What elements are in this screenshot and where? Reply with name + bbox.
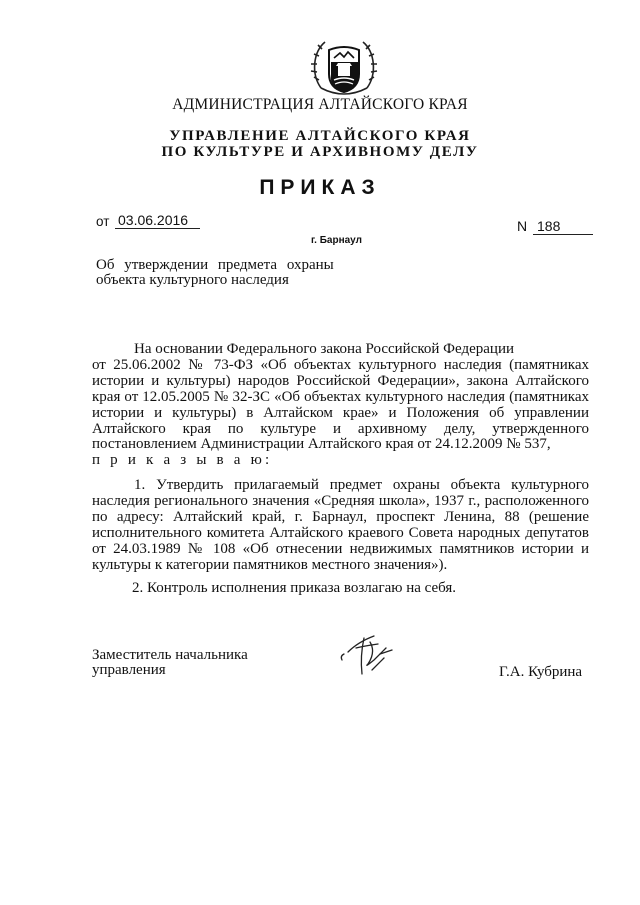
handwritten-signature bbox=[334, 630, 406, 678]
date-prefix: от bbox=[96, 214, 110, 229]
signer-position bbox=[92, 648, 248, 678]
subject-line1: Об утверждении предмета охраны bbox=[96, 257, 334, 273]
administration-title: АДМИНИСТРАЦИЯ АЛТАЙСКОГО КРАЯ bbox=[172, 96, 468, 113]
signer-position-line2: управления bbox=[92, 662, 166, 678]
number-prefix: N bbox=[517, 218, 528, 234]
preamble-paragraph bbox=[92, 342, 589, 469]
department-title-line1: УПРАВЛЕНИЕ АЛТАЙСКОГО КРАЯ bbox=[169, 128, 471, 144]
order-item-1: 1. Утвердить прилагаемый предмет охраны объекта культурного наследия регионального значения «Средняя школа», 1937 г., расположенного по адресу: Алтайский край, г. Барнаул, проспект Ленина, 88 (решение исполнительного комитета Алтайского краевого Совета народных депутатов от 24.03.1989 № 108 «Об отнесении недвижимых памятников истории и культуры к категории памятников местного значения»). bbox=[92, 477, 589, 573]
subject-line2: объекта культурного наследия bbox=[96, 272, 289, 288]
order-item-2: 2. Контроль исполнения приказа возлагаю на себя. bbox=[132, 580, 457, 596]
document-type-title: ПРИКАЗ bbox=[259, 176, 381, 199]
signer-name: Г.А. Кубрина bbox=[499, 664, 583, 680]
subject-block bbox=[96, 258, 366, 288]
signer-position-line1: Заместитель начальника bbox=[92, 647, 248, 663]
city-label: г. Барнаул bbox=[311, 235, 362, 246]
document-date: 03.06.2016 bbox=[115, 212, 200, 229]
department-title-line2: ПО КУЛЬТУРЕ И АРХИВНОМУ ДЕЛУ bbox=[161, 144, 479, 160]
coat-of-arms-icon bbox=[307, 30, 381, 104]
preamble-line1: На основании Федерального закона Российской Федерации bbox=[134, 341, 515, 357]
order-word: п р и к а з ы в а ю: bbox=[92, 452, 273, 469]
document-number: 188 bbox=[533, 218, 593, 235]
preamble-text: от 25.06.2002 № 73-ФЗ «Об объектах культурного наследия (памятниках истории и культуры) народов Российской Федерации», закона Алтайского края от 12.05.2005 № 32-ЗС «Об объектах культурного наследия (памятниках истории и культуры) в Алтайском крае» и Положения об управлении Алтайского края по культуре и архивному делу, утвержденного постановлением Администрации Алтайского края от 24.12.2009 № 537, bbox=[92, 356, 589, 453]
